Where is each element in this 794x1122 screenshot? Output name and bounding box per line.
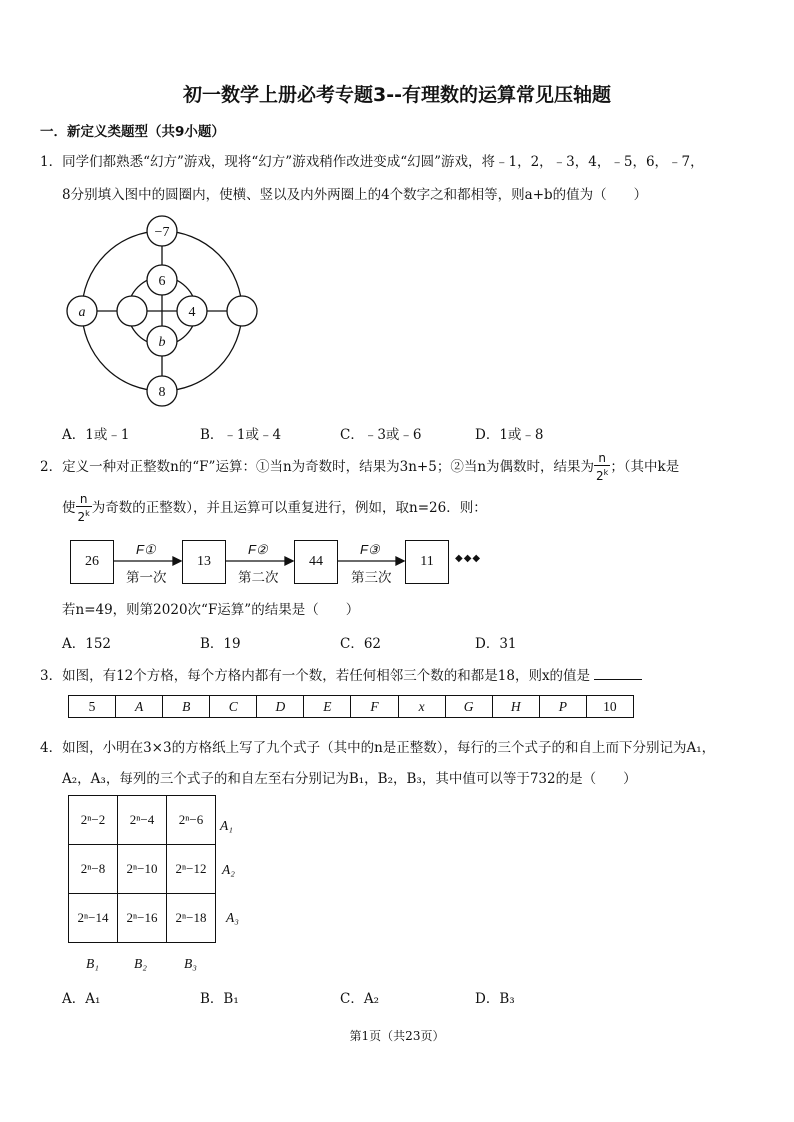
- grid-row: [69, 894, 216, 943]
- q1-option-b: B．﹣1或﹣4: [200, 427, 282, 443]
- flow-label-3: 第三次: [351, 570, 392, 586]
- grid-row: [69, 796, 216, 845]
- flow-op-1: F①: [136, 542, 156, 557]
- q2-fraction-2: [76, 493, 92, 524]
- col-label-b2: B₂: [134, 956, 147, 971]
- strip-cell: D: [257, 696, 304, 717]
- flow-op-3: F③: [360, 542, 380, 557]
- fraction-denominator: 2: [77, 510, 86, 524]
- q4-option-b: B．B₁: [200, 991, 239, 1007]
- q4-option-c: C．A₂: [340, 991, 379, 1007]
- strip-cell: B: [163, 696, 210, 717]
- number-strip: [68, 695, 634, 718]
- flow-box-4: 11: [405, 540, 449, 584]
- q2-line-2-text: 使: [62, 500, 76, 516]
- strip-cell: H: [493, 696, 540, 717]
- q1-option-a: A．1或﹣1: [62, 427, 130, 443]
- flow-box-2: 13: [182, 540, 226, 584]
- section-heading: 一．新定义类题型（共9小题）: [40, 124, 225, 140]
- q2-line-2: [62, 493, 487, 524]
- row-label-a3: A₃: [226, 910, 239, 925]
- q2-option-a: A．152: [62, 636, 112, 652]
- row-label-a2: A₂: [222, 862, 235, 877]
- q2-line-1-tail: ；（其中k是: [610, 459, 680, 475]
- strip-cell: G: [446, 696, 493, 717]
- flow-op-2: F②: [248, 542, 268, 557]
- q1-line-2: 8分别填入图中的圆圈内，使横、竖以及内外两圈上的4个数字之和都相等，则a+b的值为（ ）: [62, 187, 648, 203]
- strip-cell: A: [116, 696, 163, 717]
- strip-cell: C: [210, 696, 257, 717]
- q2-line-1-text: 2．定义一种对正整数n的“F”运算：①当n为奇数时，结果为3n+5；②当n为偶数时，结果为: [40, 459, 595, 475]
- q2-line-1: [40, 452, 679, 483]
- circle-left-value: a: [78, 305, 86, 320]
- q1-option-d: D．1或﹣8: [475, 427, 544, 443]
- circle-inner-left: [117, 296, 147, 326]
- strip-cell: F: [351, 696, 398, 717]
- page-footer: 第1页（共23页）: [349, 1029, 445, 1043]
- fraction-exponent: k: [603, 468, 609, 477]
- col-label-b3: B₃: [184, 956, 197, 971]
- magic-circle-diagram: [60, 210, 270, 415]
- flow-continuation: ◆◆◆: [455, 553, 482, 564]
- flow-label-2: 第二次: [238, 570, 279, 586]
- fraction-denominator: 2: [596, 469, 604, 483]
- answer-blank: [594, 667, 642, 680]
- grid-cell: 2ⁿ−14: [69, 894, 118, 943]
- grid-cell: 2ⁿ−2: [69, 796, 118, 845]
- q3-line-1: [40, 664, 642, 684]
- circle-top-value: −7: [154, 225, 170, 240]
- grid-cell: 2ⁿ−18: [167, 894, 216, 943]
- flow-box-1: 26: [70, 540, 114, 584]
- strip-cell: P: [540, 696, 587, 717]
- grid-row: [69, 845, 216, 894]
- q4-line-2: A₂，A₃，每列的三个式子的和自左至右分别记为B₁，B₂，B₃，其中值可以等于732的是（ ）: [62, 771, 637, 787]
- q2-line-2-tail: 为奇数的正整数），并且运算可以重复进行，例如，取n=26．则：: [91, 500, 487, 516]
- fraction-numerator: n: [594, 452, 610, 466]
- fraction-numerator: n: [76, 493, 92, 507]
- circle-inner-top-value: 6: [158, 274, 166, 289]
- page-title: 初一数学上册必考专题3--有理数的运算常见压轴题: [183, 84, 611, 106]
- q4-line-1: 4．如图，小明在3×3的方格纸上写了九个式子（其中的n是正整数），每行的三个式子的和自上而下分别记为A₁，: [40, 740, 716, 756]
- flow-box-3: 44: [294, 540, 338, 584]
- circle-right: [227, 296, 257, 326]
- q2-fraction-1: [594, 452, 610, 483]
- q4-option-a: A．A₁: [62, 991, 101, 1007]
- strip-cell: x: [399, 696, 446, 717]
- fraction-exponent: k: [85, 509, 90, 518]
- expression-grid: [68, 795, 216, 943]
- q1-option-c: C．﹣3或﹣6: [340, 427, 422, 443]
- strip-cell: 5: [69, 696, 116, 717]
- circle-bottom-value: 8: [158, 385, 166, 400]
- q4-option-d: D．B₃: [475, 991, 515, 1007]
- q1-line-1: 1．同学们都熟悉“幻方”游戏，现将“幻方”游戏稍作改进变成“幻圆”游戏，将﹣1，2，﹣3，4，﹣5，6，﹣7，: [40, 154, 704, 170]
- q2-option-c: C．62: [340, 636, 382, 652]
- grid-cell: 2ⁿ−8: [69, 845, 118, 894]
- q2-option-b: B．19: [200, 636, 241, 652]
- strip-cell: 10: [603, 698, 617, 714]
- grid-cell: 2ⁿ−12: [167, 845, 216, 894]
- circle-inner-bottom-value: b: [158, 335, 166, 350]
- q2-option-d: D．31: [475, 636, 517, 652]
- col-label-b1: B₁: [86, 956, 99, 971]
- q2-line-3: 若n=49，则第2020次“F运算”的结果是（ ）: [62, 602, 360, 618]
- q3-text: 3．如图，有12个方格，每个方格内都有一个数，若任何相邻三个数的和都是18，则x的值是: [40, 668, 591, 684]
- flow-label-1: 第一次: [126, 570, 167, 586]
- strip-cell: E: [304, 696, 351, 717]
- grid-cell: 2ⁿ−16: [118, 894, 167, 943]
- grid-cell: 2ⁿ−6: [167, 796, 216, 845]
- circle-inner-right-value: 4: [188, 305, 196, 320]
- grid-cell: 2ⁿ−10: [118, 845, 167, 894]
- grid-cell: 2ⁿ−4: [118, 796, 167, 845]
- row-label-a1: A₁: [220, 818, 233, 833]
